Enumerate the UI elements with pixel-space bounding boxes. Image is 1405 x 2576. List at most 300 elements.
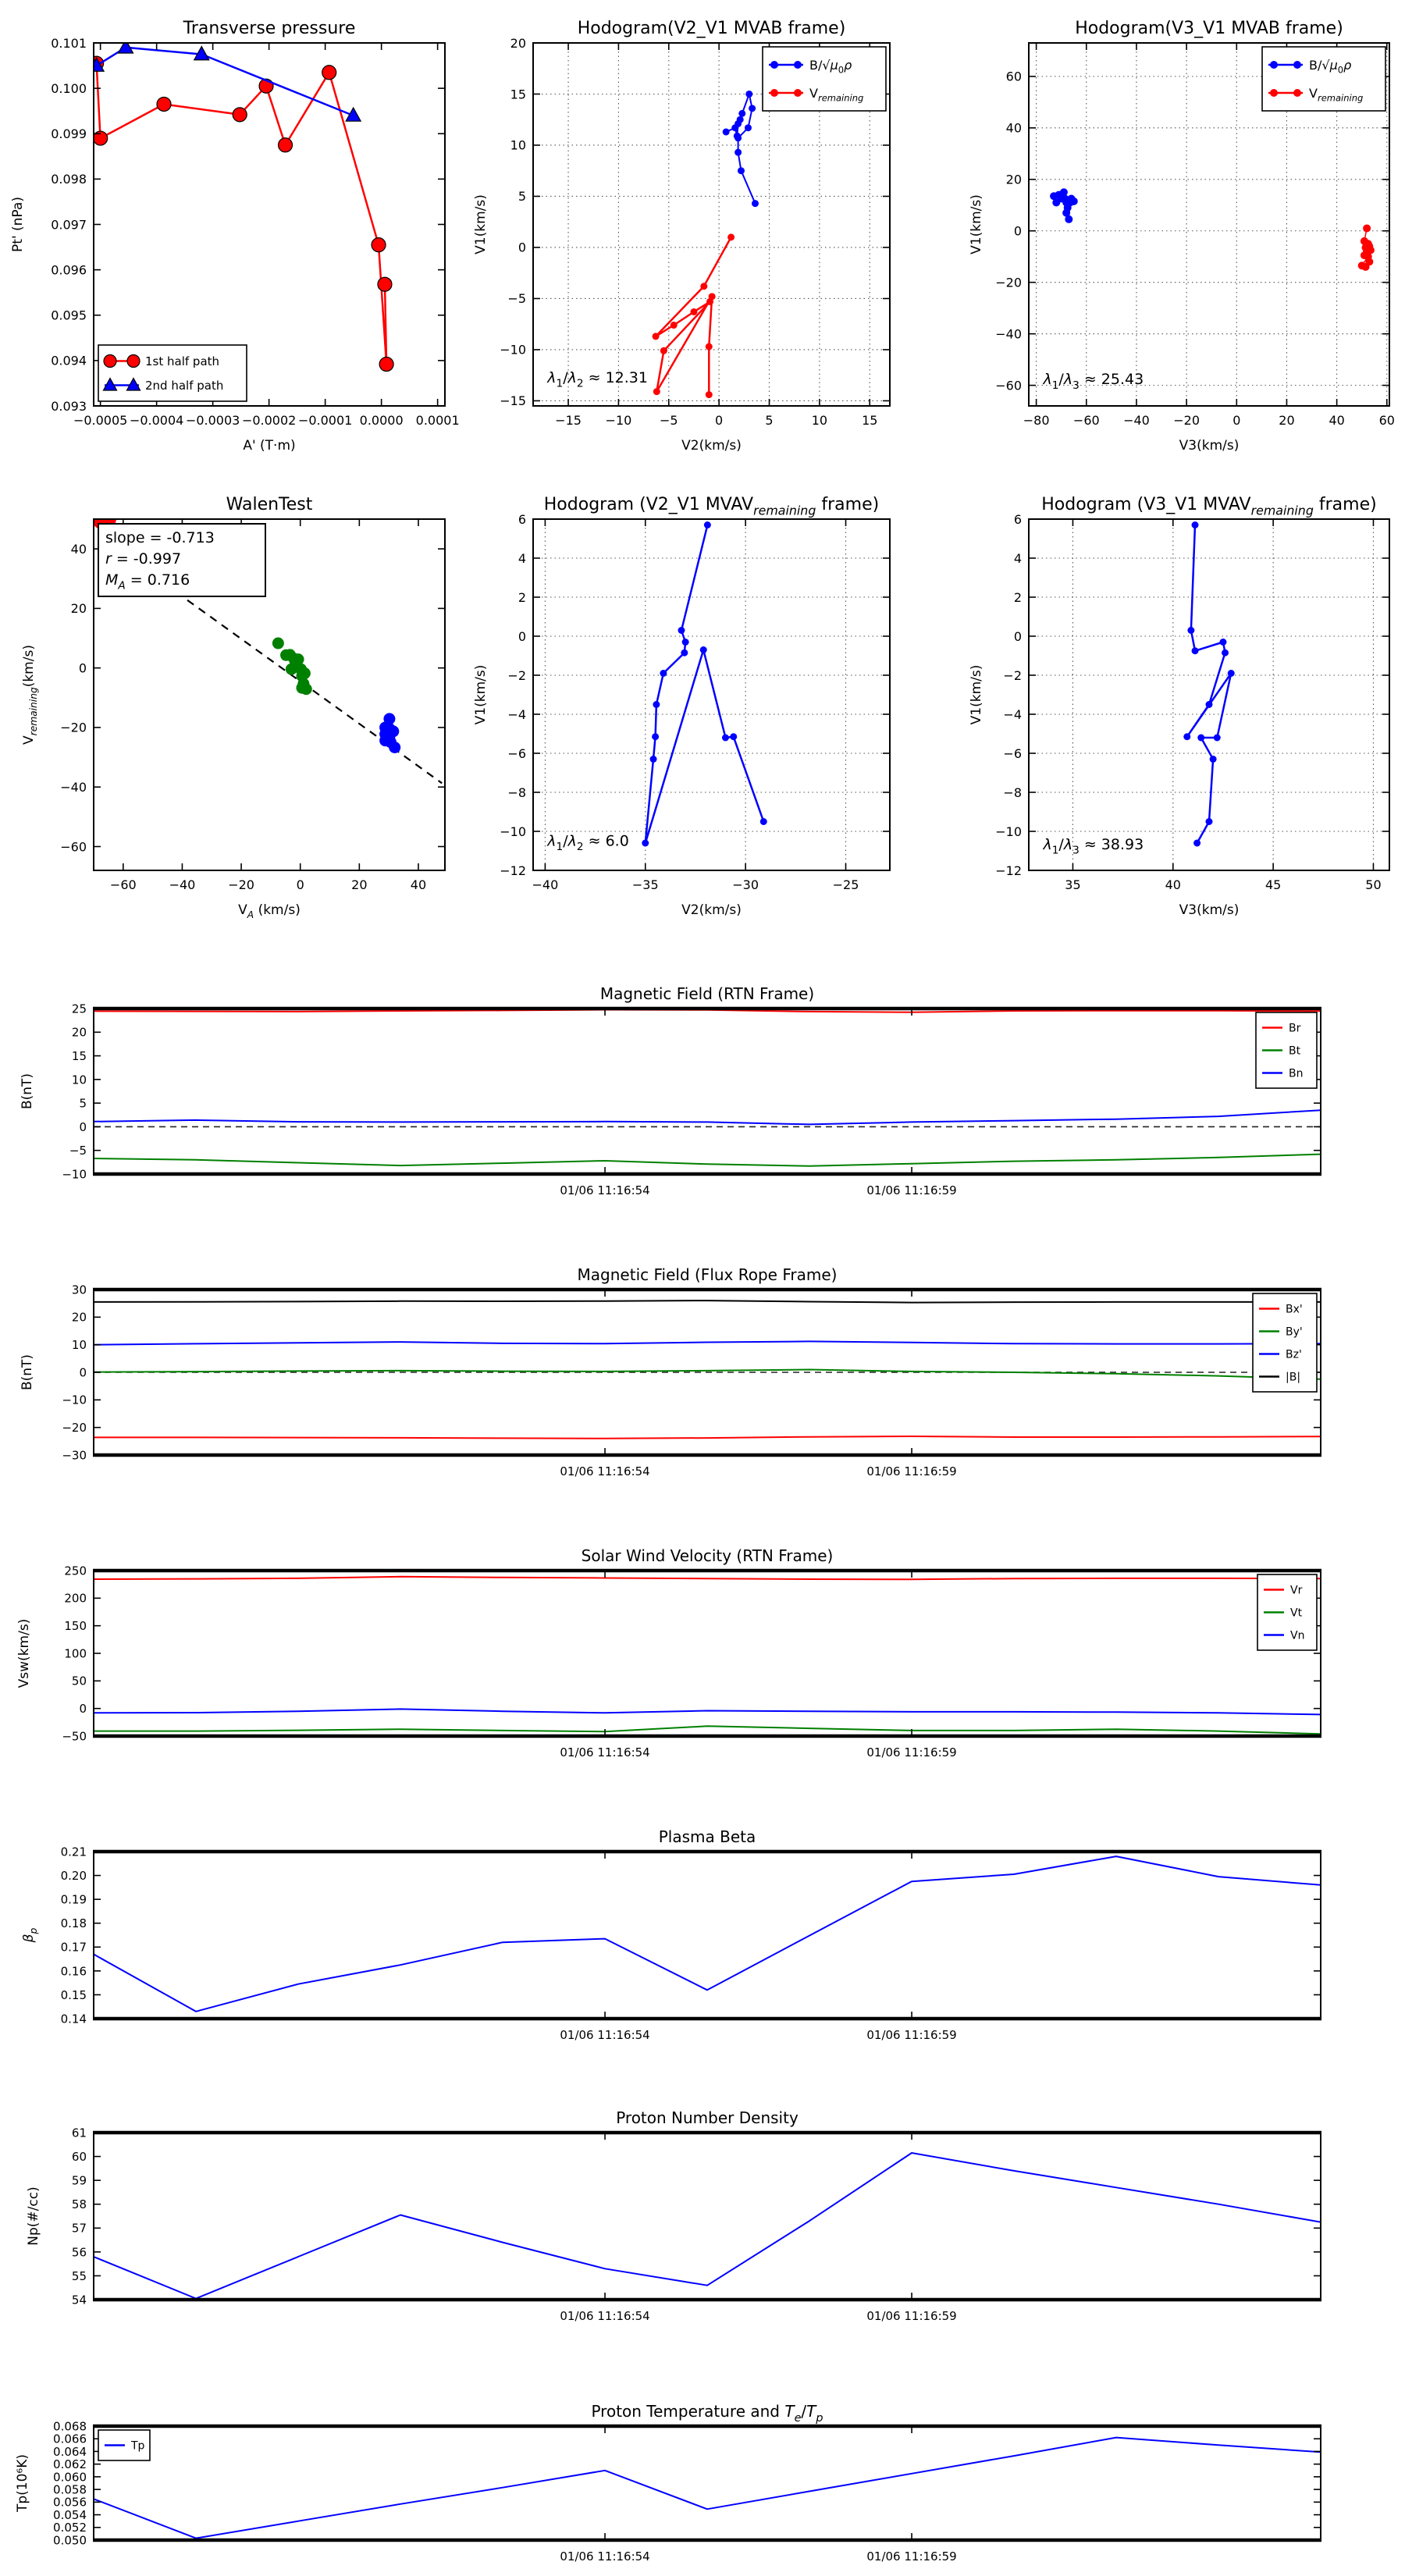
y-tick-label: −12: [500, 863, 526, 878]
y-tick-label: 0.20: [60, 1868, 87, 1883]
x-tick-label: 01/06 11:16:54: [560, 1745, 650, 1759]
series-B-over-sqrt-mu0rho-marker: [749, 105, 756, 112]
chart-title: WalenTest: [226, 495, 313, 514]
series-B-hodogram-marker: [1210, 756, 1217, 763]
x-axis-label: V2(km/s): [681, 902, 742, 918]
legend: [98, 2430, 150, 2460]
y-tick-label: 0.100: [51, 80, 87, 96]
y-tick-label: 0.096: [51, 262, 87, 278]
series-V-remaining-marker: [690, 308, 697, 315]
y-tick-label: 5: [518, 189, 526, 205]
series-V-remaining-marker: [660, 347, 667, 354]
series-1st-half-path-marker: [322, 66, 336, 80]
legend-marker: [127, 355, 140, 368]
x-tick-label: 01/06 11:16:54: [560, 2549, 650, 2564]
legend-label: Bx': [1286, 1303, 1303, 1316]
y-tick-label: 0.052: [53, 2521, 87, 2535]
x-tick-label: −40: [1123, 413, 1150, 428]
series-B-over-sqrt-mu0rho-marker: [745, 91, 752, 98]
chart-title: Proton Number Density: [616, 2108, 799, 2127]
y-tick-label: 55: [71, 2268, 87, 2283]
y-tick-label: 0.064: [53, 2444, 87, 2459]
y-tick-label: 0: [1013, 223, 1022, 239]
x-tick-label: 5: [765, 413, 774, 428]
series-1st-half-path-marker: [378, 277, 392, 291]
x-tick-label: 20: [351, 877, 368, 892]
legend: [98, 345, 247, 401]
x-tick-label: 01/06 11:16:59: [866, 2309, 957, 2323]
y-tick-label: 30: [71, 1283, 87, 1297]
stats-line: slope = -0.713: [105, 529, 215, 546]
axes-frame: [94, 2133, 1321, 2300]
y-tick-label: 0.17: [60, 1940, 87, 1955]
y-axis-label: Np(#/cc): [26, 2186, 41, 2246]
y-tick-label: 61: [71, 2126, 87, 2140]
x-tick-label: 50: [1365, 877, 1382, 892]
x-tick-label: −60: [1072, 413, 1100, 428]
series-Bz-prime-line: [94, 1341, 1321, 1344]
y-tick-label: 0.097: [51, 217, 87, 233]
y-tick-label: 0: [79, 1365, 87, 1380]
x-tick-label: −0.0002: [241, 413, 297, 428]
y-tick-label: 6: [518, 511, 526, 527]
y-tick-label: −5: [507, 291, 526, 307]
x-axis-label: $V_A$ (km/s): [238, 902, 301, 921]
x-tick-label: 0: [296, 877, 304, 892]
y-axis-label: $\beta_p$: [21, 1927, 40, 1943]
y-axis-label: B(nT): [20, 1073, 35, 1110]
y-tick-label: 0: [1013, 628, 1022, 644]
legend-marker: [1270, 89, 1278, 97]
y-tick-label: −10: [500, 342, 526, 358]
series-B-over-sqrt-mu0rho-marker: [737, 116, 744, 123]
series-V-remaining-marker: [1362, 263, 1370, 271]
y-tick-label: 0.068: [53, 2419, 87, 2434]
x-tick-label: 01/06 11:16:54: [560, 2028, 650, 2042]
y-tick-label: 2: [518, 589, 526, 605]
y-tick-label: −20: [60, 720, 87, 735]
x-tick-label: 20: [1279, 413, 1295, 428]
x-tick-label: −0.0003: [185, 413, 240, 428]
y-tick-label: 40: [70, 541, 87, 557]
x-tick-label: −40: [169, 877, 196, 892]
y-tick-label: 0: [518, 628, 526, 644]
y-tick-label: 250: [64, 1564, 87, 1578]
y-tick-label: −20: [62, 1421, 87, 1436]
series-B-hodogram-marker: [678, 627, 685, 634]
y-tick-label: 6: [1013, 511, 1022, 527]
series-group: [94, 1856, 1321, 2012]
series-V-remaining-marker: [670, 322, 678, 329]
series-Tp-line: [94, 2438, 1321, 2539]
chart-solar-wind-velocity-rtn: [16, 1546, 1321, 1759]
y-tick-label: −40: [995, 326, 1022, 342]
y-tick-label: 56: [71, 2245, 87, 2260]
y-tick-label: 25: [71, 1002, 87, 1016]
series-B-hodogram-marker: [650, 756, 657, 763]
series-V-remaining-marker: [706, 343, 713, 350]
x-axis-label: V3(km/s): [1179, 438, 1240, 454]
series-group: [653, 91, 759, 398]
x-tick-label: 01/06 11:16:59: [866, 2028, 957, 2042]
x-tick-label: −80: [1023, 413, 1050, 428]
chart-hodogram-v2v1-mvab: [473, 19, 890, 454]
legend: [1256, 1012, 1317, 1088]
series-B-hodogram-marker: [1219, 639, 1226, 646]
y-tick-label: 40: [1005, 120, 1022, 136]
series-B-hodogram-marker: [681, 649, 688, 656]
series-2nd-half-path-marker: [119, 40, 133, 53]
x-tick-label: 0.0000: [359, 413, 404, 428]
series-V-remaining-marker: [709, 293, 716, 300]
y-tick-label: 0.054: [53, 2507, 87, 2522]
x-tick-label: 01/06 11:16:59: [866, 2549, 957, 2564]
x-tick-label: −35: [631, 877, 659, 892]
legend-marker: [1293, 89, 1301, 97]
x-tick-label: −0.0005: [73, 413, 128, 428]
legend-label: 1st half path: [145, 354, 220, 368]
y-tick-label: 0.094: [51, 353, 87, 368]
x-tick-label: −30: [732, 877, 759, 892]
series-B-over-sqrt-mu0rho-marker: [752, 200, 759, 207]
y-axis-label: V1(km/s): [969, 194, 984, 254]
legend-label: Bt: [1289, 1044, 1301, 1058]
y-tick-label: 0.095: [51, 308, 87, 323]
legend-label: $B/√\mu_0\rho$: [809, 57, 852, 76]
y-tick-label: −30: [62, 1448, 87, 1463]
series-V-remaining-line: [656, 237, 731, 395]
series-B-hodogram-marker: [1228, 670, 1235, 677]
y-tick-label: −6: [1003, 745, 1022, 761]
chart-title: Transverse pressure: [183, 19, 356, 38]
y-tick-label: 0.058: [53, 2482, 87, 2497]
y-tick-label: 0: [78, 660, 87, 676]
x-tick-label: 15: [862, 413, 878, 428]
legend-box: [98, 345, 247, 401]
series-B-hodogram-marker: [760, 818, 767, 825]
series-B-hodogram-marker: [700, 646, 707, 653]
series-B-hodogram-line: [646, 525, 764, 844]
chart-title: Plasma Beta: [658, 1827, 756, 1846]
y-tick-label: 10: [71, 1338, 87, 1353]
y-tick-label: 0.062: [53, 2457, 87, 2472]
y-tick-label: 0.060: [53, 2470, 87, 2485]
y-tick-label: −4: [1003, 706, 1022, 722]
legend: [763, 47, 886, 111]
series-Bx-prime-line: [94, 1436, 1321, 1439]
series-1st-half-path-marker: [157, 97, 171, 111]
legend-marker: [770, 89, 778, 97]
y-tick-label: 0.098: [51, 172, 87, 187]
x-tick-label: 45: [1264, 877, 1282, 892]
y-tick-label: 0.056: [53, 2495, 87, 2510]
y-tick-label: 5: [79, 1096, 87, 1111]
axes-frame: [94, 1852, 1321, 2019]
legend-marker: [770, 61, 778, 69]
legend-label: Tp: [131, 2439, 145, 2453]
x-tick-label: 01/06 11:16:54: [560, 2309, 650, 2323]
y-axis-label: Tp(10⁶K): [15, 2453, 30, 2513]
y-tick-label: 2: [1013, 589, 1022, 605]
series-B-hodogram-marker: [1183, 733, 1190, 740]
stats-line: $M_A = 0.716$: [105, 571, 190, 592]
series-B-over-sqrt-mu0rho-marker: [738, 167, 745, 174]
series-B-hodogram-marker: [1214, 735, 1221, 742]
y-tick-label: 10: [71, 1073, 87, 1087]
axes-frame: [94, 1009, 1321, 1174]
chart-hodogram-v3v1-mvab: [969, 19, 1395, 454]
y-tick-label: 20: [1005, 172, 1022, 187]
series-B-over-sqrt-mu0rho-marker: [738, 110, 745, 117]
chart-title: Magnetic Field (Flux Rope Frame): [577, 1265, 838, 1284]
series-V-remaining-marker: [727, 233, 735, 240]
y-tick-label: 54: [71, 2293, 87, 2307]
series-B-over-sqrt-mu0rho-marker: [735, 149, 742, 156]
y-tick-label: 59: [71, 2173, 87, 2188]
y-tick-label: 50: [71, 1674, 87, 1688]
lambda-annotation: $\lambda_1/\lambda_2 \approx 6.0$: [547, 832, 629, 854]
x-tick-label: 0: [1232, 413, 1241, 428]
series-group: [94, 2153, 1321, 2299]
series-B-hodogram-marker: [652, 733, 659, 740]
y-tick-label: 200: [64, 1591, 87, 1606]
y-tick-label: −20: [995, 275, 1022, 290]
series-first-half-scatter-marker: [272, 638, 284, 649]
series-Np-line: [94, 2153, 1321, 2299]
series-1st-half-path-marker: [233, 108, 247, 122]
y-tick-label: 60: [71, 2149, 87, 2164]
x-tick-label: 01/06 11:16:54: [560, 1464, 650, 1478]
legend-marker: [1270, 61, 1278, 69]
y-tick-label: 150: [64, 1619, 87, 1634]
y-tick-label: 0.066: [53, 2432, 87, 2446]
chart-transverse-pressure: [10, 19, 460, 454]
series-B-hodogram-marker: [1206, 701, 1213, 708]
x-tick-label: 40: [410, 877, 427, 892]
legend-label: $V_{remaining}$: [1309, 85, 1364, 104]
chart-title: Hodogram (V3_V1 $MVAV_{remaining}$ frame): [1041, 495, 1377, 518]
x-tick-label: −40: [532, 877, 559, 892]
chart-hodogram-v2v1-mvav: [473, 495, 890, 918]
y-tick-label: 10: [510, 137, 526, 153]
y-tick-label: 0.18: [60, 1916, 87, 1931]
x-tick-label: 01/06 11:16:54: [560, 1183, 650, 1197]
legend: [1253, 1293, 1317, 1392]
y-tick-label: 20: [510, 35, 526, 51]
y-tick-label: 0.21: [60, 1845, 87, 1859]
legend-label: Bn: [1289, 1067, 1304, 1080]
y-axis-label: Vsw(km/s): [16, 1618, 32, 1688]
series-group: [94, 1010, 1321, 1166]
y-tick-label: 0: [79, 1119, 87, 1134]
x-tick-label: 60: [1378, 413, 1395, 428]
legend-label: Vr: [1290, 1584, 1303, 1597]
legend-marker: [794, 61, 802, 69]
x-tick-label: 0: [715, 413, 724, 428]
y-tick-label: 0.050: [53, 2533, 87, 2548]
series-Vt-line: [94, 1726, 1321, 1734]
legend-label: Bz': [1286, 1348, 1302, 1361]
x-tick-label: −20: [1173, 413, 1200, 428]
x-tick-label: −10: [605, 413, 632, 428]
legend-marker: [794, 89, 802, 97]
series-B-hodogram-marker: [1192, 521, 1199, 528]
legend-label: Vn: [1290, 1629, 1305, 1642]
chart-magnetic-field-flux-rope: [20, 1265, 1321, 1478]
series-B-hodogram-marker: [704, 521, 711, 528]
series-By-prime-line: [94, 1370, 1321, 1379]
y-tick-label: −2: [1003, 667, 1022, 683]
x-tick-label: −20: [228, 877, 254, 892]
x-axis-label: A' (T·m): [243, 438, 296, 454]
series-B-hodogram-marker: [660, 670, 667, 677]
y-tick-label: −10: [62, 1393, 87, 1407]
y-tick-label: 0.099: [51, 126, 87, 142]
chart-title: Hodogram(V2_V1 MVAB frame): [577, 19, 846, 38]
chart-title: Hodogram (V2_V1 $MVAV_{remaining}$ frame): [543, 495, 880, 518]
series-group: [94, 1300, 1321, 1439]
series-first-half-scatter-marker: [301, 683, 312, 695]
y-tick-label: 15: [510, 87, 526, 102]
series-group: [94, 2438, 1321, 2539]
y-tick-label: 20: [71, 1025, 87, 1040]
legend-label: $V_{remaining}$: [809, 85, 864, 104]
y-tick-label: 57: [71, 2221, 87, 2236]
x-tick-label: 01/06 11:16:59: [866, 1464, 957, 1478]
series-B-hodogram-marker: [730, 733, 737, 740]
legend-marker: [1293, 61, 1301, 69]
x-tick-label: 10: [811, 413, 828, 428]
legend-label: |B|: [1286, 1371, 1301, 1384]
x-tick-label: −0.0004: [129, 413, 184, 428]
series-B-hodogram-marker: [653, 701, 660, 708]
legend-label: Vt: [1290, 1606, 1303, 1620]
series-group: [642, 521, 767, 847]
chart-title: Magnetic Field (RTN Frame): [599, 984, 815, 1003]
y-tick-label: −10: [995, 824, 1022, 839]
x-tick-label: 35: [1065, 877, 1081, 892]
lambda-annotation: $\lambda_1/\lambda_3 \approx 25.43$: [1043, 371, 1144, 392]
series-B-over-sqrt-mu0rho-marker: [1065, 215, 1072, 223]
series-B-magnitude-line: [94, 1300, 1321, 1303]
y-tick-label: −8: [507, 785, 526, 800]
series-second-half-scatter-marker: [389, 742, 400, 753]
series-2nd-half-path-line: [97, 48, 354, 116]
y-tick-label: 60: [1005, 69, 1022, 84]
series-1st-half-path-marker: [372, 238, 386, 252]
y-tick-label: 0: [518, 240, 526, 255]
series-B-hodogram-marker: [1192, 647, 1199, 654]
x-tick-label: 0.0001: [415, 413, 460, 428]
series-B-hodogram-marker: [1197, 735, 1204, 742]
series-B-hodogram-marker: [682, 639, 689, 646]
y-tick-label: −40: [60, 779, 87, 795]
series-beta-p-line: [94, 1856, 1321, 2012]
legend: [1257, 1574, 1317, 1650]
series-B-over-sqrt-mu0rho-marker: [723, 128, 730, 135]
x-axis-label: V3(km/s): [1179, 902, 1240, 918]
legend-label: By': [1286, 1325, 1303, 1339]
y-tick-label: −5: [69, 1144, 87, 1158]
y-tick-label: 4: [518, 550, 526, 566]
y-tick-label: 0.101: [51, 35, 87, 51]
y-tick-label: −12: [995, 863, 1022, 878]
legend-label: $B/√\mu_0\rho$: [1309, 57, 1352, 76]
y-tick-label: −15: [500, 393, 526, 409]
y-axis-label: B(nT): [20, 1354, 35, 1391]
legend-marker: [104, 355, 116, 368]
series-B-over-sqrt-mu0rho-marker: [1060, 188, 1068, 196]
y-tick-label: −60: [60, 839, 87, 855]
y-axis-label: Pt' (nPa): [10, 197, 26, 252]
series-B-hodogram-marker: [1206, 818, 1213, 825]
series-B-over-sqrt-mu0rho-marker: [1070, 197, 1078, 205]
y-tick-label: 100: [64, 1646, 87, 1661]
y-tick-label: −50: [62, 1729, 87, 1744]
x-tick-label: 40: [1329, 413, 1345, 428]
y-tick-label: −4: [507, 706, 526, 722]
chart-title: Proton Temperature and $T_e/T_p$: [591, 2402, 823, 2425]
y-tick-label: −6: [507, 745, 526, 761]
y-tick-label: 0: [79, 1702, 87, 1717]
series-B-hodogram-line: [1187, 525, 1231, 844]
series-group: [1183, 521, 1234, 847]
series-B-over-sqrt-mu0rho-marker: [745, 124, 752, 131]
x-tick-label: 01/06 11:16:59: [866, 1183, 957, 1197]
y-tick-label: 58: [71, 2197, 87, 2212]
y-axis-label: $V_{remaining}(km/s)$: [21, 645, 40, 745]
chart-title: Solar Wind Velocity (RTN Frame): [581, 1546, 834, 1565]
chart-proton-temperature: [15, 2402, 1321, 2564]
chart-walen-test: [21, 495, 445, 920]
lambda-annotation: $\lambda_1/\lambda_3 \approx 38.93$: [1043, 836, 1144, 857]
series-1st-half-path-marker: [279, 138, 293, 152]
series-B-over-sqrt-mu0rho-marker: [735, 134, 742, 141]
y-tick-label: −10: [500, 824, 526, 839]
x-tick-label: −0.0001: [297, 413, 353, 428]
legend: [1262, 47, 1385, 111]
x-tick-label: −5: [659, 413, 678, 428]
series-V-remaining-marker: [653, 388, 660, 395]
series-V-remaining-marker: [1363, 224, 1371, 232]
chart-magnetic-field-rtn: [20, 984, 1321, 1197]
x-tick-label: −60: [109, 877, 137, 892]
series-B-hodogram-marker: [642, 840, 649, 847]
stats-line: r = -0.997: [105, 550, 182, 568]
series-group: [89, 40, 393, 372]
chart-title: Hodogram(V3_V1 MVAB frame): [1075, 19, 1343, 38]
x-axis-label: V2(km/s): [681, 438, 742, 454]
series-1st-half-path-marker: [379, 358, 393, 372]
x-tick-label: −25: [832, 877, 859, 892]
y-tick-label: 4: [1013, 550, 1022, 566]
axes-frame: [533, 519, 890, 870]
y-tick-label: 0.093: [51, 398, 87, 414]
y-axis-label: V1(km/s): [473, 664, 489, 725]
series-B-hodogram-marker: [722, 735, 729, 742]
series-B-hodogram-marker: [1193, 840, 1200, 847]
series-V-remaining-marker: [706, 391, 713, 398]
x-tick-label: 40: [1165, 877, 1181, 892]
y-tick-label: 20: [71, 1310, 87, 1325]
chart-proton-number-density: [26, 2108, 1321, 2323]
series-Bn-line: [94, 1110, 1321, 1124]
y-tick-label: 15: [71, 1048, 87, 1063]
y-tick-label: 0.14: [60, 2012, 87, 2026]
y-tick-label: 0.15: [60, 1987, 87, 2002]
series-V-remaining-marker: [700, 283, 707, 290]
x-tick-label: 01/06 11:16:59: [866, 1745, 957, 1759]
